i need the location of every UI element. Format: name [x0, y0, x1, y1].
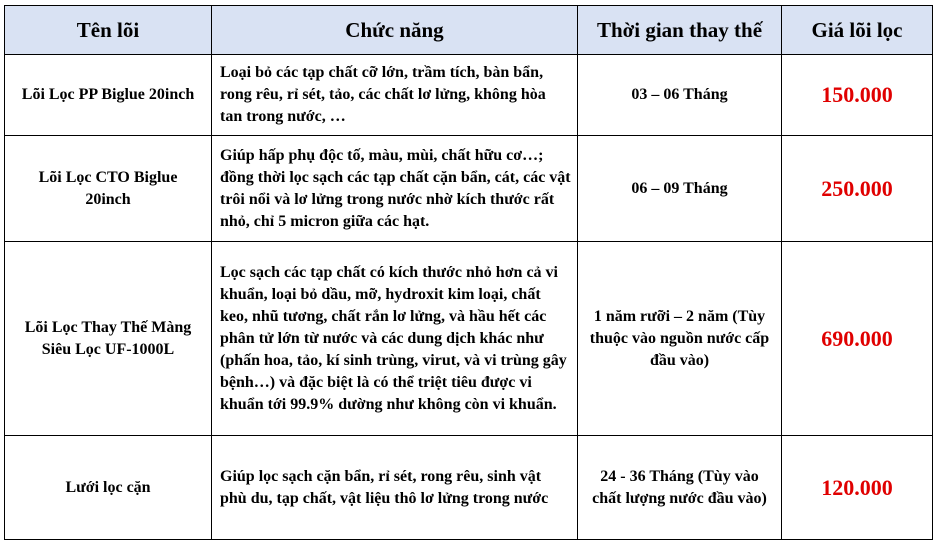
replacement-time: 03 – 06 Tháng: [578, 55, 782, 136]
cartridge-function: Loại bỏ các tạp chất cỡ lớn, trầm tích, bàn bẩn, rong rêu, rỉ sét, tảo, các chất lơ lửng, không hòa tan trong nước, …: [212, 55, 578, 136]
table-row: [5, 136, 933, 242]
cartridge-name: Lưới lọc cặn: [5, 436, 212, 540]
header-name: Tên lõi: [5, 6, 212, 55]
cartridge-name: Lõi Lọc PP Biglue 20inch: [5, 55, 212, 136]
cartridge-name: Lõi Lọc Thay Thế Màng Siêu Lọc UF-1000L: [5, 242, 212, 436]
header-function: Chức năng: [212, 6, 578, 55]
cartridge-function: Giúp lọc sạch cặn bẩn, rỉ sét, rong rêu, sinh vật phù du, tạp chất, vật liệu thô lơ lửng trong nước: [212, 436, 578, 540]
header-replacement-time: Thời gian thay thế: [578, 6, 782, 55]
table-header-row: [5, 6, 933, 55]
table-row: [5, 55, 933, 136]
replacement-time: 06 – 09 Tháng: [578, 136, 782, 242]
cartridge-function: Giúp hấp phụ độc tố, màu, mùi, chất hữu cơ…; đồng thời lọc sạch các tạp chất cặn bẩn, cát, các vật trôi nổi và lơ lửng trong nước nhờ kích thước rất nhỏ, chỉ 5 micron giữa các hạt.: [212, 136, 578, 242]
cartridge-name: Lõi Lọc CTO Biglue 20inch: [5, 136, 212, 242]
cartridge-price: 250.000: [782, 136, 933, 242]
header-price: Giá lõi lọc: [782, 6, 933, 55]
replacement-time: 24 - 36 Tháng (Tùy vào chất lượng nước đầu vào): [578, 436, 782, 540]
table-row: [5, 436, 933, 540]
filter-cartridge-table: [4, 5, 933, 540]
cartridge-function: Lọc sạch các tạp chất có kích thước nhỏ hơn cả vi khuẩn, loại bỏ dầu, mỡ, hydroxit kim loại, chất keo, nhũ tương, chất rắn lơ lửng, và hầu hết các phân tử lớn từ nước và các dung dịch khác như (phấn hoa, tảo, kí sinh trùng, virut, và vi trùng gây bệnh…) và đặc biệt là có thể triệt tiêu được vi khuẩn tới 99.9% dường như không còn vi khuẩn.: [212, 242, 578, 436]
replacement-time: 1 năm rưỡi – 2 năm (Tùy thuộc vào nguồn nước cấp đầu vào): [578, 242, 782, 436]
table-row: [5, 242, 933, 436]
cartridge-price: 120.000: [782, 436, 933, 540]
cartridge-price: 150.000: [782, 55, 933, 136]
cartridge-price: 690.000: [782, 242, 933, 436]
